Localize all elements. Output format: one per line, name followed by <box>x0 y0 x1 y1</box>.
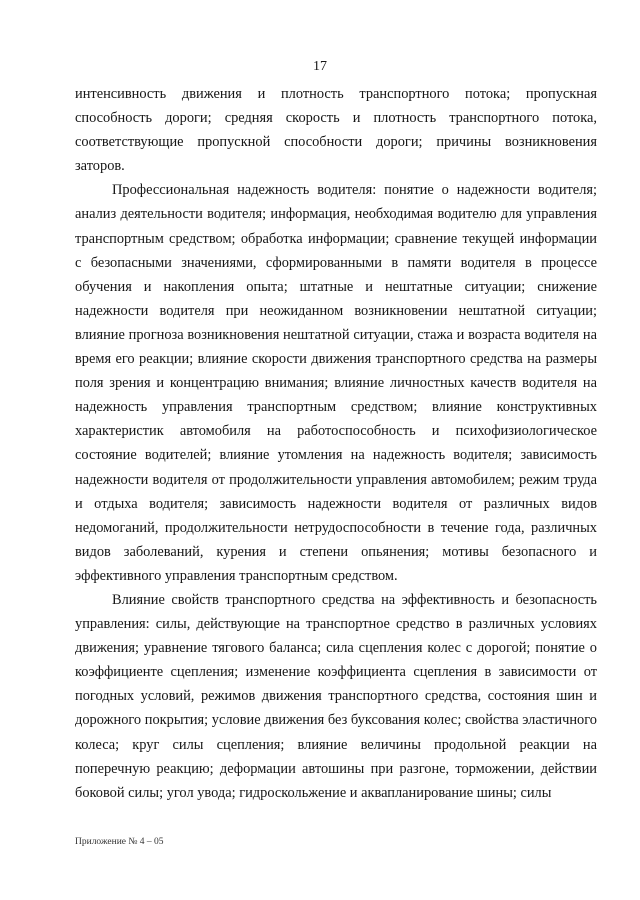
paragraph-2: Профессиональная надежность водителя: понятие о надежности водителя; анализ деятельности водителя; информация, необходимая водителю для управления транспортным средством; обработка информации; сравнение текущей информации с безопасными значениями, сформированными в памяти водителя в процессе обучения и накопления опыта; штатные и нештатные ситуации; снижение надежности водителя при неожиданном возникновении нештатной ситуации; влияние прогноза возникновения нештатной ситуации, стажа и возраста водителя на время его реакции; влияние скорости движения транспортного средства на размеры поля зрения и концентрацию внимания; влияние личностных качеств водителя на надежность управления транспортным средством; влияние конструктивных характеристик автомобиля на работоспособность и психофизиологическое состояние водителей; влияние утомления на надежность водителя; зависимость надежности водителя от продолжительности управления автомобилем; режим труда и отдыха водителя; зависимость надежности водителя от различных видов недомоганий, продолжительности нетрудоспособности в течение года, различных видов заболеваний, курения и степени опьянения; мотивы безопасного и эффективного управления транспортным средством. <box>75 182 597 584</box>
paragraph-3: Влияние свойств транспортного средства на эффективность и безопасность управления: силы, действующие на транспортное средство в различных условиях движения; уравнение тягового баланса; сила сцепления колес с дорогой; понятие о коэффициенте сцепления; изменение коэффициента сцепления в зависимости от погодных условий, режимов движения транспортного средства, состояния шин и дорожного покрытия; условие движения без буксования колес; свойства эластичного колеса; круг силы сцепления; влияние величины продольной реакции на поперечную реакцию; деформации автошины при разгоне, торможении, действии боковой силы; угол увода; гидроскольжение и аквапланирование шины; силы <box>75 591 597 801</box>
paragraph-1: интенсивность движения и плотность транспортного потока; пропускная способность дороги; средняя скорость и плотность транспортного потока, соответствующие пропускной способности дороги; причины возникновения заторов. <box>75 86 597 175</box>
body-text <box>75 82 597 805</box>
page-number: 17 <box>313 59 327 74</box>
footer-appendix-label: Приложение № 4 – 05 <box>75 837 164 847</box>
